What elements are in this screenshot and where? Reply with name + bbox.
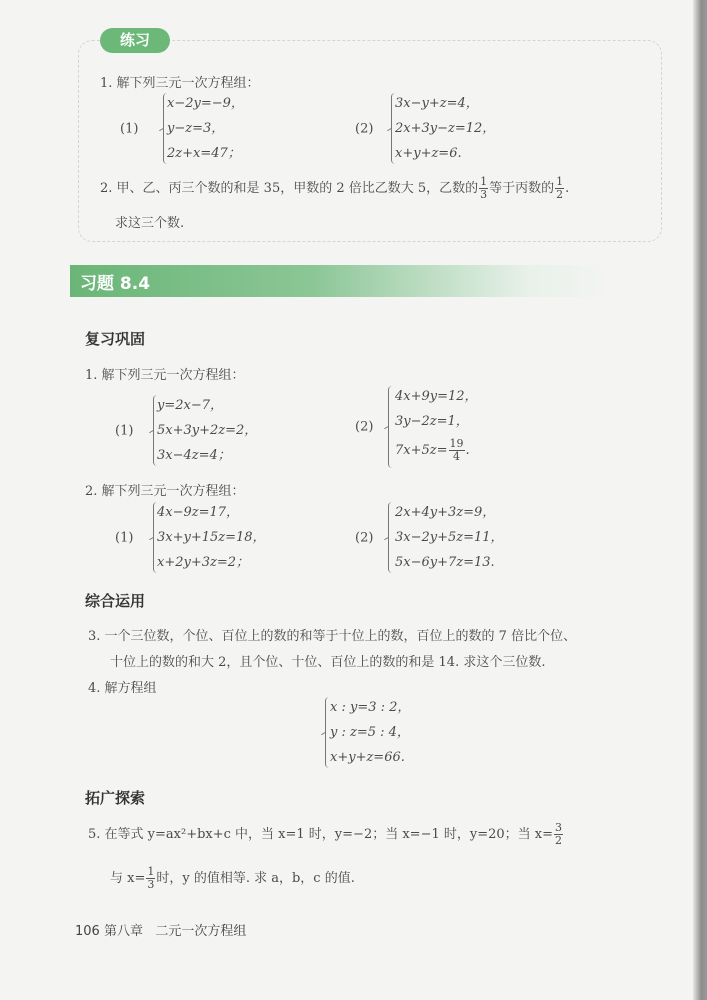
equation: x−2y=−9， — [167, 96, 244, 111]
equation: x+2y+3z=2； — [157, 555, 250, 570]
text: . — [565, 181, 570, 196]
fraction — [554, 822, 563, 847]
numerator: 19 — [449, 437, 464, 450]
fraction — [479, 176, 488, 201]
equation: y=2x−7， — [157, 398, 224, 413]
equation: y−z=3， — [167, 121, 225, 136]
fraction — [555, 176, 564, 201]
page-edge-shadow — [693, 0, 707, 1000]
exercise-q5-line1 — [88, 822, 564, 847]
exercise-q4-system — [320, 695, 470, 770]
exercise-q3-line2: 十位上的数的和大 2，且个位、十位、百位上的数的和是 14. 求这个三位数. — [110, 655, 546, 670]
exercise-banner — [70, 265, 610, 297]
equation: 4x−9z=17， — [157, 505, 240, 520]
section-heading: 复习巩固 — [85, 330, 146, 348]
equation: x+y+z=66. — [330, 750, 405, 765]
text: 7x+5z= — [395, 443, 448, 458]
denominator: 3 — [480, 188, 488, 201]
system-label: (2) — [355, 530, 374, 545]
practice-system-2 — [355, 91, 555, 166]
brace-icon — [388, 502, 395, 573]
equation: 5x+3y+2z=2， — [157, 423, 258, 438]
numerator: 3 — [555, 821, 562, 834]
equation: 4x+9y=12， — [395, 389, 478, 404]
exercise-q1-system-1 — [115, 393, 315, 468]
practice-q2-line2: 求这三个数. — [115, 216, 185, 231]
equation: 3x−2y+5z=11， — [395, 530, 504, 545]
exercise-q3-line1: 3. 一个三位数，个位、百位上的数的和等于十位上的数，百位上的数的 7 倍比个位、 — [88, 629, 577, 644]
system-label: (2) — [355, 121, 374, 136]
exercise-q2-system-2 — [355, 500, 555, 575]
system-label: (1) — [120, 121, 139, 136]
equation: x : y=3 : 2， — [330, 700, 411, 715]
equation: 2x+4y+3z=9， — [395, 505, 496, 520]
equation: y : z=5 : 4， — [330, 725, 410, 740]
chapter-title: 二元一次方程组 — [155, 924, 247, 939]
text: . — [465, 443, 470, 458]
system-label: (1) — [115, 530, 134, 545]
equation — [395, 434, 478, 468]
exercise-q1-system-2 — [355, 384, 555, 470]
denominator: 2 — [555, 834, 562, 847]
chapter-number: 第八章 — [103, 924, 143, 939]
text: 与 x= — [110, 871, 146, 886]
equation: 3x+y+15z=18， — [157, 530, 266, 545]
equation: 5x−6y+7z=13. — [395, 555, 495, 570]
fraction — [449, 438, 465, 463]
section-heading: 综合运用 — [85, 592, 146, 610]
page-number: 106 — [75, 924, 100, 939]
exercise-q5-line2 — [110, 866, 355, 891]
numerator: 1 — [556, 175, 564, 188]
page-footer — [75, 920, 246, 939]
equation: 2z+x=47； — [167, 146, 241, 161]
practice-q2 — [100, 176, 569, 201]
practice-q1-prompt: 1. 解下列三元一次方程组： — [100, 76, 260, 91]
denominator: 2 — [556, 188, 564, 201]
exercise-title: 习题 8.4 — [80, 274, 151, 294]
numerator: 1 — [480, 175, 488, 188]
practice-badge: 练习 — [100, 28, 170, 53]
exercise-q2-prompt: 2. 解下列三元一次方程组： — [85, 484, 245, 499]
equation: 3y−2z=1， — [395, 414, 469, 429]
system-label: (1) — [115, 423, 134, 438]
exercise-q1-prompt: 1. 解下列三元一次方程组： — [85, 368, 245, 383]
text: 时，y 的值相等. 求 a，b，c 的值. — [156, 871, 355, 886]
denominator: 3 — [147, 878, 155, 891]
exercise-q2-system-1 — [115, 500, 315, 575]
practice-system-1 — [120, 91, 320, 166]
brace-icon — [388, 386, 395, 468]
text: 等于丙数的 — [489, 181, 555, 196]
denominator: 4 — [453, 450, 461, 463]
numerator: 1 — [147, 865, 155, 878]
equation: 2x+3y−z=12， — [395, 121, 496, 136]
text: 2. 甲、乙、丙三个数的和是 35，甲数的 2 倍比乙数大 5，乙数的 — [100, 181, 479, 196]
equation: x+y+z=6. — [395, 146, 462, 161]
text: 5. 在等式 y=ax²+bx+c 中，当 x=1 时，y=−2；当 x=−1 时，y=20；当 x= — [88, 827, 553, 842]
equation: 3x−4z=4； — [157, 448, 231, 463]
equation: 3x−y+z=4， — [395, 96, 479, 111]
system-label: (2) — [355, 419, 374, 435]
exercise-q4-prompt: 4. 解方程组 — [88, 681, 157, 696]
section-heading: 拓广探索 — [85, 789, 146, 807]
fraction — [146, 866, 155, 891]
